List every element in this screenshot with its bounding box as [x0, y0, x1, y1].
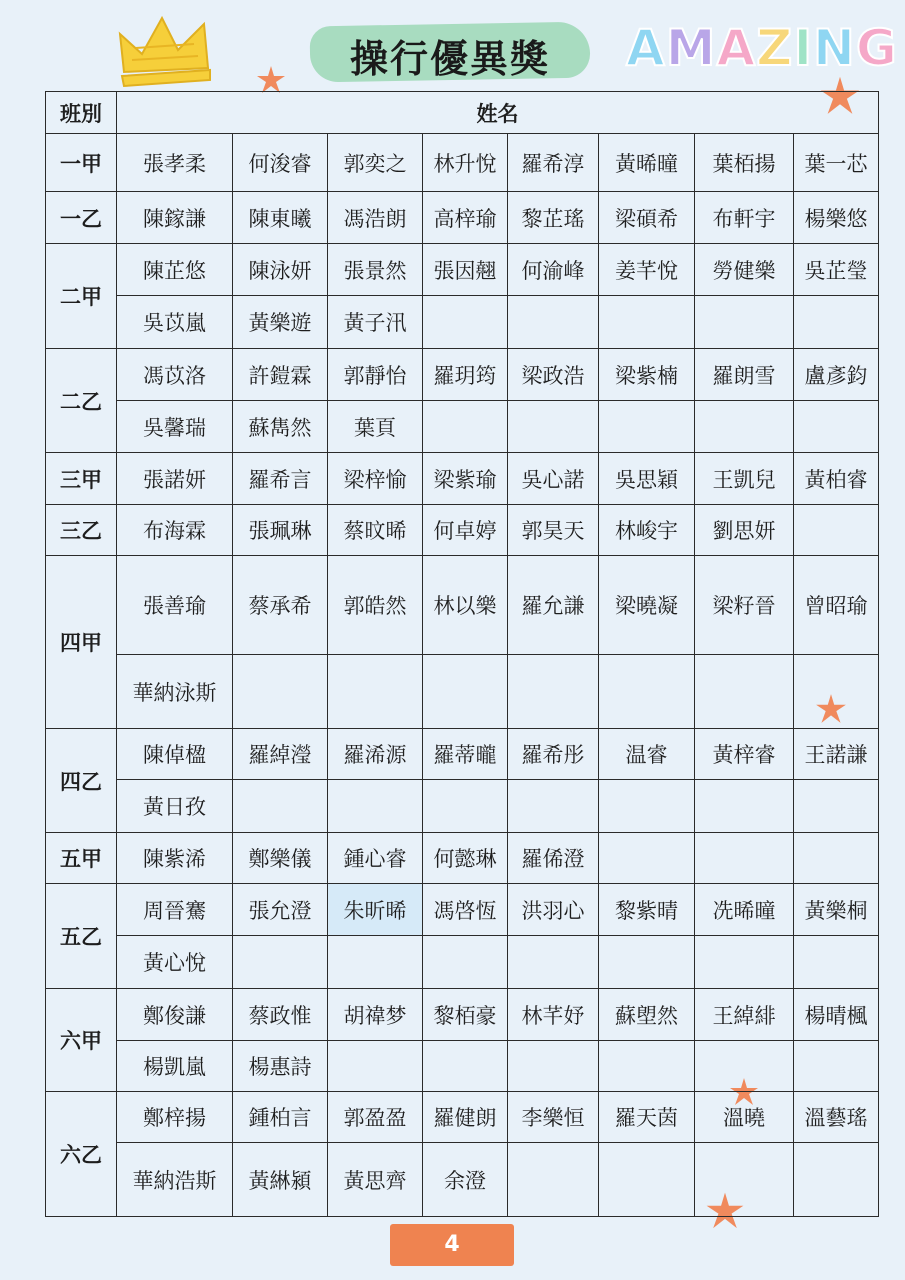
badge-letter: Z	[756, 19, 794, 77]
page-number: 4	[390, 1224, 514, 1266]
student-name: 黃梓睿	[695, 729, 794, 780]
student-name: 吳馨瑞	[117, 401, 233, 453]
student-name: 溫藝瑤	[794, 1092, 879, 1143]
student-name: 溫曉	[695, 1092, 794, 1143]
empty-cell	[423, 296, 508, 349]
empty-cell	[508, 401, 599, 453]
student-name: 洪羽心	[508, 884, 599, 936]
student-name: 張因翹	[423, 244, 508, 296]
table-row	[46, 884, 879, 936]
student-name: 王諾謙	[794, 729, 879, 780]
student-name: 勞健樂	[695, 244, 794, 296]
student-name: 鍾柏言	[233, 1092, 328, 1143]
student-name: 吳思穎	[599, 453, 695, 505]
student-name: 張珮琳	[233, 505, 328, 556]
student-name: 布海霖	[117, 505, 233, 556]
table-row	[46, 556, 879, 655]
student-name: 朱昕晞	[328, 884, 423, 936]
empty-cell	[599, 780, 695, 833]
student-name: 羅朗雪	[695, 349, 794, 401]
student-name: 羅蒂曨	[423, 729, 508, 780]
student-name: 葉栢揚	[695, 134, 794, 192]
table-row	[46, 134, 879, 192]
student-name: 羅浠源	[328, 729, 423, 780]
table-row	[46, 833, 879, 884]
student-name: 胡禕梦	[328, 989, 423, 1041]
student-name: 羅希言	[233, 453, 328, 505]
empty-cell	[599, 936, 695, 989]
class-label: 二乙	[46, 349, 117, 453]
student-name: 劉思妍	[695, 505, 794, 556]
empty-cell	[423, 655, 508, 729]
student-name: 黃日孜	[117, 780, 233, 833]
empty-cell	[794, 833, 879, 884]
student-name: 陳芷悠	[117, 244, 233, 296]
empty-cell	[794, 655, 879, 729]
table-row	[46, 296, 879, 349]
class-label: 三乙	[46, 505, 117, 556]
student-name: 葉頁	[328, 401, 423, 453]
empty-cell	[695, 296, 794, 349]
empty-cell	[599, 655, 695, 729]
empty-cell	[794, 1041, 879, 1092]
student-name: 林峻宇	[599, 505, 695, 556]
student-name: 陳泳妍	[233, 244, 328, 296]
student-name: 吳心諾	[508, 453, 599, 505]
student-name: 郭盈盈	[328, 1092, 423, 1143]
class-label: 六甲	[46, 989, 117, 1092]
empty-cell	[423, 780, 508, 833]
student-name: 何渝峰	[508, 244, 599, 296]
student-name: 林升悅	[423, 134, 508, 192]
class-label: 五乙	[46, 884, 117, 989]
empty-cell	[695, 833, 794, 884]
amazing-badge	[626, 18, 898, 78]
student-name: 何懿琳	[423, 833, 508, 884]
header-row	[46, 92, 879, 134]
student-name: 王綽緋	[695, 989, 794, 1041]
empty-cell	[508, 1041, 599, 1092]
student-name: 余澄	[423, 1143, 508, 1217]
student-name: 馮苡洛	[117, 349, 233, 401]
student-name: 高梓瑜	[423, 192, 508, 244]
class-label: 六乙	[46, 1092, 117, 1217]
empty-cell	[508, 936, 599, 989]
class-label: 一甲	[46, 134, 117, 192]
student-name: 鄭梓揚	[117, 1092, 233, 1143]
student-name: 陳鎵謙	[117, 192, 233, 244]
empty-cell	[695, 936, 794, 989]
student-name: 何浚睿	[233, 134, 328, 192]
student-name: 陳倬楹	[117, 729, 233, 780]
table-row	[46, 936, 879, 989]
student-name: 梁政浩	[508, 349, 599, 401]
student-name: 冼晞曈	[695, 884, 794, 936]
empty-cell	[599, 1143, 695, 1217]
student-name: 葉一芯	[794, 134, 879, 192]
table-row	[46, 349, 879, 401]
student-name: 郭靜怡	[328, 349, 423, 401]
class-label: 四甲	[46, 556, 117, 729]
empty-cell	[508, 655, 599, 729]
student-name: 梁曉凝	[599, 556, 695, 655]
student-name: 梁碩希	[599, 192, 695, 244]
student-name: 張善瑜	[117, 556, 233, 655]
student-name: 布軒宇	[695, 192, 794, 244]
student-name: 陳東曦	[233, 192, 328, 244]
student-name: 黃柏睿	[794, 453, 879, 505]
student-name: 羅健朗	[423, 1092, 508, 1143]
award-roster-table	[45, 91, 879, 1217]
student-name: 楊凱嵐	[117, 1041, 233, 1092]
empty-cell	[695, 780, 794, 833]
student-name: 梁紫瑜	[423, 453, 508, 505]
student-name: 蔡承希	[233, 556, 328, 655]
empty-cell	[599, 401, 695, 453]
student-name: 黃心悅	[117, 936, 233, 989]
student-name: 郭昊天	[508, 505, 599, 556]
class-label: 二甲	[46, 244, 117, 349]
empty-cell	[695, 401, 794, 453]
student-name: 鄭俊謙	[117, 989, 233, 1041]
empty-cell	[794, 780, 879, 833]
table-row	[46, 244, 879, 296]
empty-cell	[794, 401, 879, 453]
class-label: 三甲	[46, 453, 117, 505]
student-name: 華納泳斯	[117, 655, 233, 729]
student-name: 梁籽晉	[695, 556, 794, 655]
student-name: 楊惠詩	[233, 1041, 328, 1092]
name-column-header: 姓名	[117, 92, 879, 134]
table-row	[46, 780, 879, 833]
empty-cell	[695, 1143, 794, 1217]
student-name: 張諾妍	[117, 453, 233, 505]
empty-cell	[695, 1041, 794, 1092]
student-name: 何卓婷	[423, 505, 508, 556]
empty-cell	[233, 780, 328, 833]
student-name: 馮啓恆	[423, 884, 508, 936]
student-name: 蔡旼晞	[328, 505, 423, 556]
empty-cell	[695, 655, 794, 729]
student-name: 蘇雋然	[233, 401, 328, 453]
student-name: 黃樂遊	[233, 296, 328, 349]
student-name: 黃思齊	[328, 1143, 423, 1217]
student-name: 張景然	[328, 244, 423, 296]
student-name: 黃綝潁	[233, 1143, 328, 1217]
table-row	[46, 989, 879, 1041]
table-row	[46, 192, 879, 244]
empty-cell	[794, 296, 879, 349]
table-row	[46, 655, 879, 729]
empty-cell	[508, 1143, 599, 1217]
empty-cell	[233, 936, 328, 989]
student-name: 梁梓愉	[328, 453, 423, 505]
badge-letter: A	[716, 19, 757, 77]
student-name: 吳苡嵐	[117, 296, 233, 349]
empty-cell	[599, 296, 695, 349]
empty-cell	[423, 936, 508, 989]
student-name: 黃晞曈	[599, 134, 695, 192]
student-name: 梁紫楠	[599, 349, 695, 401]
student-name: 曾昭瑜	[794, 556, 879, 655]
empty-cell	[794, 936, 879, 989]
empty-cell	[328, 780, 423, 833]
student-name: 羅允謙	[508, 556, 599, 655]
student-name: 羅希彤	[508, 729, 599, 780]
student-name: 林芊妤	[508, 989, 599, 1041]
student-name: 郭奕之	[328, 134, 423, 192]
student-name: 羅希淳	[508, 134, 599, 192]
crown-icon	[112, 10, 222, 90]
badge-letter: A	[626, 19, 666, 77]
student-name: 羅天茵	[599, 1092, 695, 1143]
table-row	[46, 401, 879, 453]
title-banner	[310, 14, 590, 90]
class-column-header: 班別	[46, 92, 117, 134]
student-name: 黃樂桐	[794, 884, 879, 936]
student-name: 張允澄	[233, 884, 328, 936]
student-name: 蔡政惟	[233, 989, 328, 1041]
student-name: 許鎧霖	[233, 349, 328, 401]
table-row	[46, 729, 879, 780]
student-name: 鍾心睿	[328, 833, 423, 884]
empty-cell	[423, 401, 508, 453]
table-row	[46, 505, 879, 556]
empty-cell	[794, 1143, 879, 1217]
class-label: 五甲	[46, 833, 117, 884]
table-row	[46, 1143, 879, 1217]
empty-cell	[328, 655, 423, 729]
badge-letter: N	[813, 19, 856, 77]
empty-cell	[794, 505, 879, 556]
empty-cell	[508, 296, 599, 349]
student-name: 盧彥鈞	[794, 349, 879, 401]
student-name: 李樂恒	[508, 1092, 599, 1143]
empty-cell	[233, 655, 328, 729]
class-label: 四乙	[46, 729, 117, 833]
student-name: 林以樂	[423, 556, 508, 655]
student-name: 温睿	[599, 729, 695, 780]
student-name: 楊晴楓	[794, 989, 879, 1041]
student-name: 郭皓然	[328, 556, 423, 655]
empty-cell	[599, 1041, 695, 1092]
empty-cell	[508, 780, 599, 833]
student-name: 黎紫晴	[599, 884, 695, 936]
empty-cell	[423, 1041, 508, 1092]
table-row	[46, 1041, 879, 1092]
badge-letter: G	[855, 19, 898, 77]
student-name: 姜芊悅	[599, 244, 695, 296]
class-label: 一乙	[46, 192, 117, 244]
student-name: 蘇塱然	[599, 989, 695, 1041]
student-name: 馮浩朗	[328, 192, 423, 244]
student-name: 羅俙澄	[508, 833, 599, 884]
student-name: 華納浩斯	[117, 1143, 233, 1217]
table-row	[46, 453, 879, 505]
student-name: 黃子汛	[328, 296, 423, 349]
student-name: 黎栢豪	[423, 989, 508, 1041]
table-row	[46, 1092, 879, 1143]
student-name: 楊樂悠	[794, 192, 879, 244]
badge-letter: M	[665, 19, 717, 77]
student-name: 周晉騫	[117, 884, 233, 936]
empty-cell	[328, 936, 423, 989]
student-name: 陳紫浠	[117, 833, 233, 884]
student-name: 吳芷瑩	[794, 244, 879, 296]
student-name: 鄭樂儀	[233, 833, 328, 884]
student-name: 黎芷瑤	[508, 192, 599, 244]
student-name: 張孝柔	[117, 134, 233, 192]
empty-cell	[599, 833, 695, 884]
student-name: 王凱兒	[695, 453, 794, 505]
empty-cell	[328, 1041, 423, 1092]
page-title: 操行優異獎	[349, 37, 550, 81]
student-name: 羅玥筠	[423, 349, 508, 401]
student-name: 羅綽瀅	[233, 729, 328, 780]
badge-letter: I	[793, 19, 814, 77]
